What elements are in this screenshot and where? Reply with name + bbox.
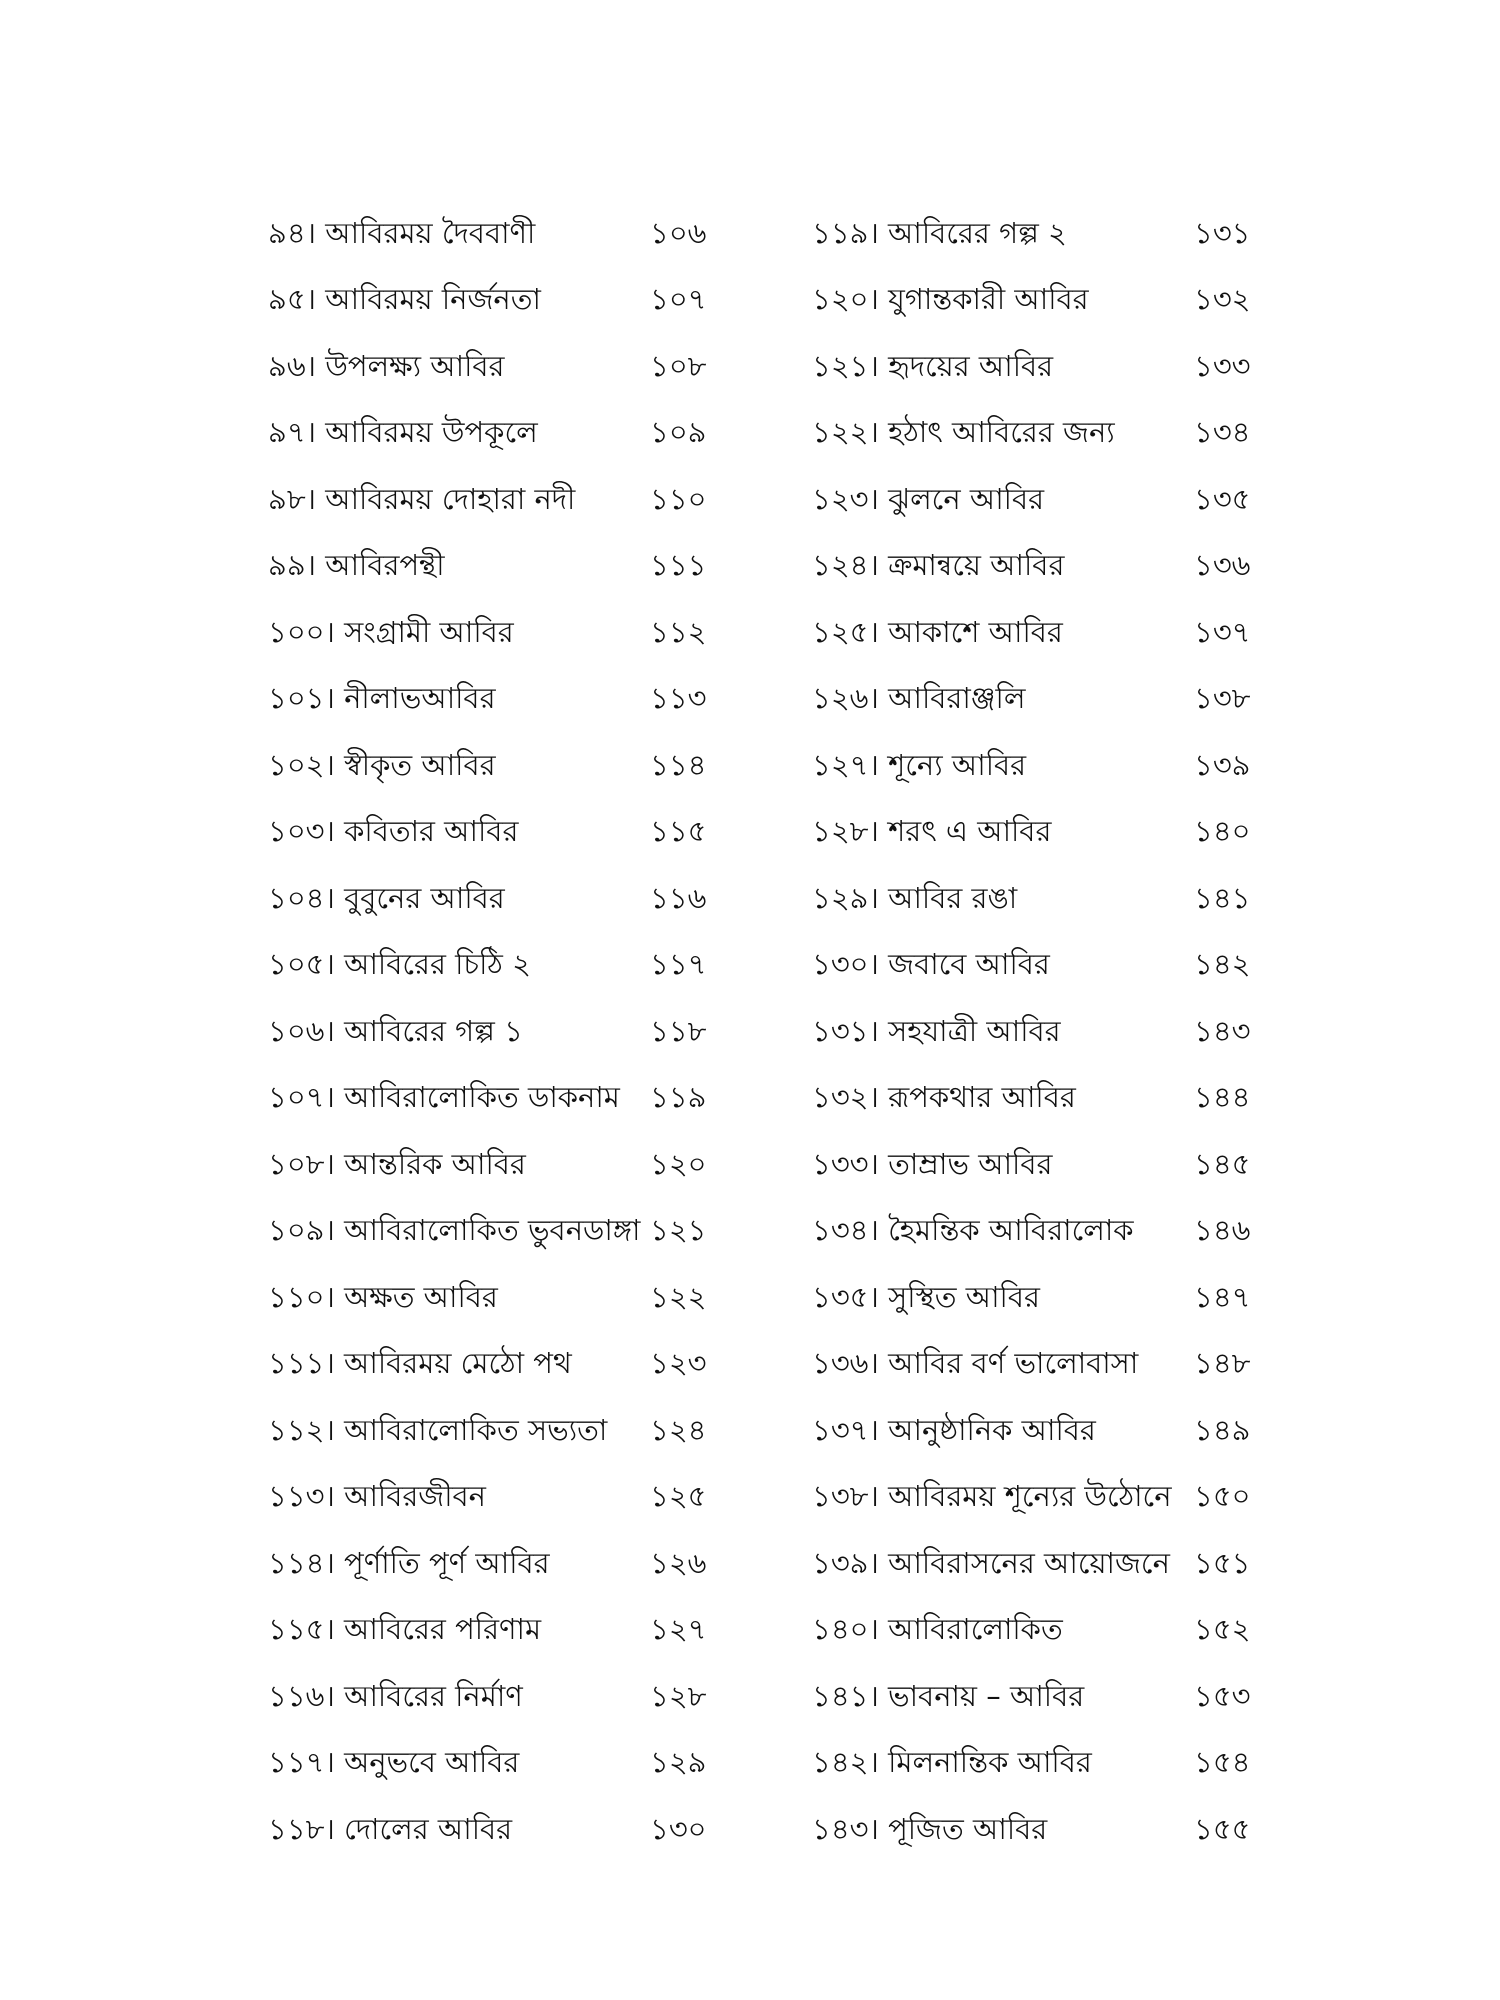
toc-entry — [812, 1065, 1252, 1132]
toc-entry — [812, 666, 1252, 733]
toc-entry-title: ১১৭। অনুভবে আবির — [268, 1745, 520, 1780]
toc-entry — [268, 1131, 708, 1198]
toc-entry-title: ১০৪। বুবুনের আবির — [268, 880, 505, 915]
toc-entry — [268, 799, 708, 866]
toc-entry — [812, 267, 1252, 334]
toc-entry-page-number: ১৫৫ — [1194, 1811, 1251, 1846]
toc-entry — [268, 732, 708, 799]
toc-entry-page-number: ১৩৬ — [1194, 548, 1251, 583]
toc-entry — [268, 333, 708, 400]
toc-entry-title: ১১৬। আবিরের নির্মাণ — [268, 1678, 523, 1713]
toc-entry-title: ১৩১। সহযাত্রী আবির — [812, 1013, 1061, 1048]
toc-entry — [812, 1198, 1252, 1265]
toc-entry-page-number: ১৫৪ — [1194, 1745, 1251, 1780]
toc-entry-page-number: ১৩০ — [650, 1811, 707, 1846]
toc-entry-title: ১৩৩। তাম্রাভ আবির — [812, 1146, 1053, 1181]
toc-entry — [812, 1131, 1252, 1198]
toc-entry — [812, 1397, 1252, 1464]
toc-left-column — [268, 200, 708, 1863]
toc-entry — [812, 466, 1252, 533]
toc-entry — [812, 333, 1252, 400]
toc-entry-title: ১৩৫। সুস্থিত আবির — [812, 1279, 1040, 1314]
toc-entry — [812, 1796, 1252, 1863]
toc-entry-title: ১৪২। মিলনান্তিক আবির — [812, 1745, 1092, 1780]
toc-entry — [812, 200, 1252, 267]
toc-entry — [812, 1730, 1252, 1797]
toc-entry-title: ১২১। হৃদয়ের আবির — [812, 348, 1054, 383]
toc-entry-title: ১২৬। আবিরাঞ্জলি — [812, 681, 1026, 716]
toc-entry-title: ১১৮। দোলের আবির — [268, 1811, 513, 1846]
toc-entry-page-number: ১১৯ — [650, 1080, 707, 1115]
toc-entry-title: ১০১। নীলাভআবির — [268, 681, 496, 716]
toc-entry-page-number: ১১২ — [650, 614, 707, 649]
toc-entry-page-number: ১৩৪ — [1194, 415, 1251, 450]
toc-entry-title: ১০৬। আবিরের গল্প ১ — [268, 1013, 523, 1048]
toc-entry-page-number: ১৪৪ — [1194, 1080, 1251, 1115]
toc-entry-title: ৯৬। উপলক্ষ্য আবির — [268, 348, 505, 383]
toc-entry — [812, 998, 1252, 1065]
toc-entry-title: ১৩৪। হৈমন্তিক আবিরালোক — [812, 1213, 1134, 1248]
toc-entry-title: ১১৫। আবিরের পরিণাম — [268, 1612, 542, 1647]
toc-entry-page-number: ১৩২ — [1194, 282, 1251, 317]
toc-entry-title: ১১১। আবিরময় মেঠো পথ — [268, 1346, 572, 1381]
toc-entry-page-number: ১২৫ — [650, 1479, 707, 1514]
toc-entry — [812, 1597, 1252, 1664]
toc-entry-page-number: ১৪২ — [1194, 947, 1251, 982]
toc-entry-title: ১২৫। আকাশে আবির — [812, 614, 1063, 649]
toc-entry-page-number: ১১০ — [650, 481, 707, 516]
toc-entry — [268, 865, 708, 932]
toc-entry-title: ৯৪। আবিরময় দৈববাণী — [268, 215, 536, 250]
toc-entry-title: ১৩৭। আনুষ্ঠানিক আবির — [812, 1412, 1096, 1447]
toc-entry-page-number: ১৫৩ — [1194, 1678, 1251, 1713]
toc-entry-page-number: ১৩১ — [1194, 215, 1251, 250]
toc-entry-title: ১২৭। শূন্যে আবির — [812, 747, 1027, 782]
toc-entry-page-number: ১৪৭ — [1194, 1279, 1251, 1314]
toc-entry — [268, 1530, 708, 1597]
toc-entry-page-number: ১০৬ — [650, 215, 707, 250]
toc-entry — [812, 533, 1252, 600]
toc-entry-page-number: ১৪৫ — [1194, 1146, 1251, 1181]
toc-entry-title: ১০০। সংগ্রামী আবির — [268, 614, 514, 649]
toc-entry-title: ১০৫। আবিরের চিঠি ২ — [268, 947, 531, 982]
toc-entry — [268, 1065, 708, 1132]
toc-entry — [268, 599, 708, 666]
toc-entry-page-number: ১১৬ — [650, 880, 707, 915]
toc-entry-page-number: ১২৮ — [650, 1678, 707, 1713]
toc-entry-page-number: ১০৮ — [650, 348, 707, 383]
toc-entry-page-number: ১১৭ — [650, 947, 707, 982]
toc-entry — [812, 799, 1252, 866]
toc-entry-title: ৯৮। আবিরময় দোহারা নদী — [268, 481, 576, 516]
toc-entry-page-number: ১৪৩ — [1194, 1013, 1251, 1048]
toc-entry — [268, 267, 708, 334]
toc-entry-title: ১১৪। পূর্ণাতি পূর্ণ আবির — [268, 1545, 550, 1580]
toc-entry — [268, 1397, 708, 1464]
toc-entry-page-number: ১০৯ — [650, 415, 707, 450]
toc-entry — [268, 932, 708, 999]
toc-entry — [268, 1730, 708, 1797]
toc-entry-title: ১৪১। ভাবনায় – আবির — [812, 1678, 1085, 1713]
toc-entry — [268, 1264, 708, 1331]
toc-entry-page-number: ১১৩ — [650, 681, 707, 716]
toc-entry-page-number: ১৩৩ — [1194, 348, 1251, 383]
toc-entry-page-number: ১২৬ — [650, 1545, 707, 1580]
toc-entry-title: ১১৩। আবিরজীবন — [268, 1479, 486, 1514]
toc-entry-page-number: ১৩৭ — [1194, 614, 1251, 649]
toc-entry — [812, 400, 1252, 467]
toc-entry-title: ১৪০। আবিরালোকিত — [812, 1612, 1063, 1647]
toc-entry-title: ১০২। স্বীকৃত আবির — [268, 747, 496, 782]
toc-entry — [812, 1331, 1252, 1398]
toc-entry — [268, 1331, 708, 1398]
toc-entry-title: ১২৪। ক্রমান্বয়ে আবির — [812, 548, 1065, 583]
toc-right-column — [812, 200, 1252, 1863]
toc-entry — [268, 533, 708, 600]
toc-entry — [812, 599, 1252, 666]
toc-entry-page-number: ১১৮ — [650, 1013, 707, 1048]
toc-entry-page-number: ১০৭ — [650, 282, 707, 317]
toc-entry-title: ১১২। আবিরালোকিত সভ্যতা — [268, 1412, 608, 1447]
toc-entry-page-number: ১৫২ — [1194, 1612, 1251, 1647]
toc-entry — [812, 932, 1252, 999]
toc-entry — [268, 998, 708, 1065]
toc-entry-page-number: ১১১ — [650, 548, 707, 583]
toc-entry-page-number: ১১৫ — [650, 814, 707, 849]
toc-entry — [268, 1663, 708, 1730]
toc-entry-title: ৯৯। আবিরপন্থী — [268, 548, 445, 583]
toc-entry-page-number: ১২৭ — [650, 1612, 707, 1647]
toc-entry-page-number: ১৫০ — [1194, 1479, 1251, 1514]
toc-entry-page-number: ১২১ — [650, 1213, 707, 1248]
toc-entry-title: ১২৮। শরৎ এ আবির — [812, 814, 1052, 849]
toc-entry-page-number: ১৫১ — [1194, 1545, 1251, 1580]
toc-entry-title: ১৩৯। আবিরাসনের আয়োজনে — [812, 1545, 1170, 1580]
toc-entry — [268, 1198, 708, 1265]
toc-entry-page-number: ১৪৯ — [1194, 1412, 1251, 1447]
toc-entry-title: ১১০। অক্ষত আবির — [268, 1279, 498, 1314]
toc-entry — [812, 1464, 1252, 1531]
toc-entry-title: ১১৯। আবিরের গল্প ২ — [812, 215, 1067, 250]
toc-entry-page-number: ১৪১ — [1194, 880, 1251, 915]
toc-entry-page-number: ১৩৯ — [1194, 747, 1251, 782]
toc-entry-title: ১০৯। আবিরালোকিত ভুবনডাঙ্গা — [268, 1213, 641, 1248]
toc-entry-title: ১০৭। আবিরালোকিত ডাকনাম — [268, 1080, 620, 1115]
toc-entry-page-number: ১৩৮ — [1194, 681, 1251, 716]
toc-entry-title: ১০৩। কবিতার আবির — [268, 814, 519, 849]
toc-entry-page-number: ১৪৬ — [1194, 1213, 1251, 1248]
toc-entry-page-number: ১২৯ — [650, 1745, 707, 1780]
toc-entry-page-number: ১১৪ — [650, 747, 707, 782]
toc-entry-title: ১৩৮। আবিরময় শূন্যের উঠোনে — [812, 1479, 1172, 1514]
toc-entry-page-number: ১৩৫ — [1194, 481, 1251, 516]
toc-entry — [812, 1663, 1252, 1730]
toc-entry-page-number: ১৪৮ — [1194, 1346, 1251, 1381]
toc-entry-title: ১২০। যুগান্তকারী আবির — [812, 282, 1089, 317]
toc-entry-title: ১৩৬। আবির বর্ণ ভালোবাসা — [812, 1346, 1139, 1381]
toc-entry — [268, 1464, 708, 1531]
toc-entry-title: ৯৫। আবিরময় নির্জনতা — [268, 282, 541, 317]
toc-entry — [812, 732, 1252, 799]
toc-entry-title: ১২৩। ঝুলনে আবির — [812, 481, 1045, 516]
toc-entry — [268, 1796, 708, 1863]
toc-entry-title: ১৩২। রূপকথার আবির — [812, 1080, 1076, 1115]
toc-entry-page-number: ১২২ — [650, 1279, 707, 1314]
toc-entry — [812, 865, 1252, 932]
toc-entry — [268, 666, 708, 733]
toc-entry-title: ১২৯। আবির রঙা — [812, 880, 1018, 915]
toc-entry-page-number: ১৪০ — [1194, 814, 1251, 849]
toc-entry — [268, 400, 708, 467]
toc-entry-title: ৯৭। আবিরময় উপকূলে — [268, 415, 538, 450]
toc-entry-title: ১০৮। আন্তরিক আবির — [268, 1146, 526, 1181]
toc-entry — [812, 1264, 1252, 1331]
toc-entry-title: ১৩০। জবাবে আবির — [812, 947, 1050, 982]
toc-entry-page-number: ১২৪ — [650, 1412, 707, 1447]
toc-entry — [268, 200, 708, 267]
toc-entry-title: ১২২। হঠাৎ আবিরের জন্য — [812, 415, 1115, 450]
toc-entry — [268, 466, 708, 533]
toc-entry-title: ১৪৩। পূজিত আবির — [812, 1811, 1048, 1846]
toc-entry — [812, 1530, 1252, 1597]
toc-entry — [268, 1597, 708, 1664]
toc-entry-page-number: ১২৩ — [650, 1346, 707, 1381]
toc-entry-page-number: ১২০ — [650, 1146, 707, 1181]
